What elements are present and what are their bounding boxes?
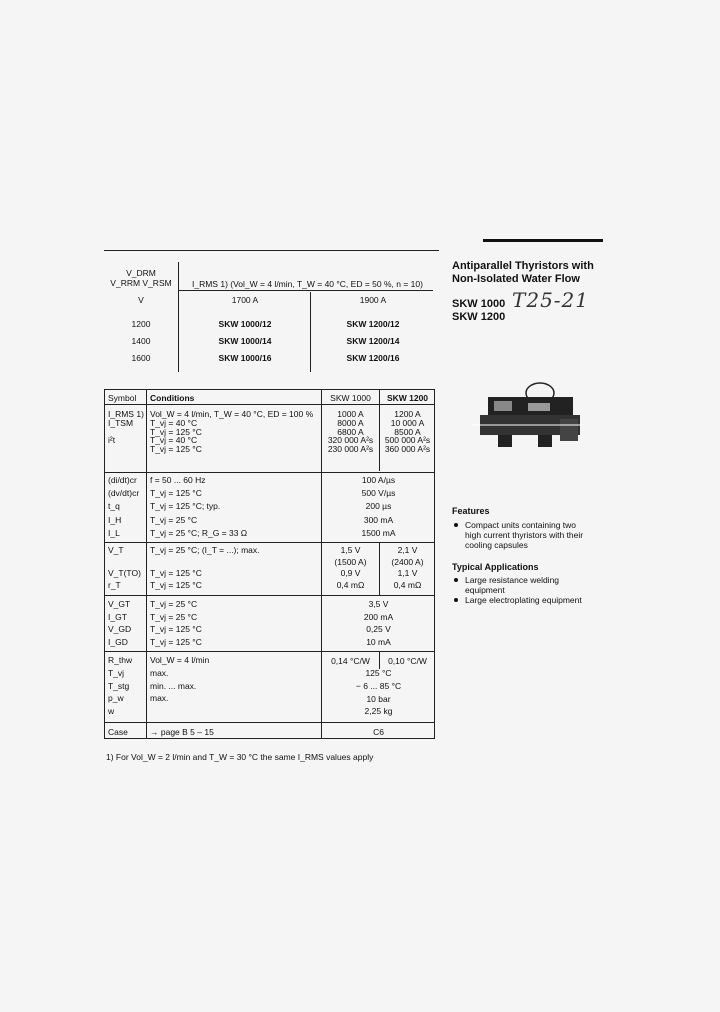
- handwritten-note: T25-21: [512, 288, 589, 312]
- header-irms: I_RMS 1) (Vol_W = 4 l/min, T_W = 40 °C, ED = 50 %, n = 10): [192, 279, 423, 289]
- app-line-1: Large resistance welding: [465, 575, 560, 585]
- feature-line-3: cooling capsules: [465, 540, 528, 550]
- header-vdrm: V_DRM: [126, 268, 156, 278]
- g4-conditions: T_vj = 25 °C T_vj = 25 °C T_vj = 125 °C T_vj = 125 °C: [150, 599, 202, 647]
- g5-values: 125 °C − 6 ... 85 °C 10 bar 2,25 kg: [355, 668, 402, 717]
- g2-symbols: (di/dt)cr (dv/dt)cr t_q I_H I_L: [108, 475, 140, 538]
- spec-rule-1: [104, 472, 435, 473]
- g1-col-a: 1000 A 8000 A 6800 A 320 000 A²s 230 000 A²s: [327, 409, 374, 455]
- g3-conditions: T_vj = 25 °C; (I_T = ...); max. T_vj = 125 °C T_vj = 125 °C: [150, 545, 260, 590]
- header-rule: [178, 290, 433, 291]
- g5-rthw-a: 0,14 °C/W: [331, 656, 370, 666]
- header-types-a: SKW 1000/12 SKW 1000/14 SKW 1000/16: [218, 319, 272, 363]
- head-col-b: SKW 1200: [386, 393, 429, 403]
- product-photo: [468, 375, 588, 455]
- model-2: SKW 1200: [452, 311, 506, 323]
- g1-col-b: 1200 A 10 000 A 8500 A 500 000 A²s 360 000 A²s: [384, 409, 431, 455]
- spec-rule-2: [104, 542, 435, 543]
- app-line-2: equipment: [465, 585, 505, 595]
- features-title: Features: [452, 506, 490, 516]
- header-val-a: 1700 A: [231, 295, 259, 305]
- app-bullet-2: [454, 598, 458, 602]
- case-condition: → page B 5 – 15: [150, 727, 214, 737]
- header-types-b: SKW 1200/12 SKW 1200/14 SKW 1200/16: [346, 319, 400, 363]
- g3-symbols: V_T V_T(TO) r_T: [108, 545, 141, 590]
- header-bar: [483, 239, 603, 242]
- feature-line-1: Compact units containing two: [465, 520, 577, 530]
- g3-col-b: 2,1 V (2400 A) 1,1 V 0,4 mΩ: [391, 545, 424, 590]
- spec-rule-head: [104, 404, 435, 405]
- header-unit: V: [138, 295, 144, 305]
- footnote: 1) For Vol_W = 2 l/min and T_W = 30 °C the same I_RMS values apply: [106, 752, 374, 762]
- head-conditions: Conditions: [150, 393, 195, 403]
- product-title-2: Non-Isolated Water Flow: [452, 273, 580, 285]
- case-value: C6: [373, 727, 384, 737]
- feature-line-2: high current thyristors with their: [465, 530, 584, 540]
- head-symbol: Symbol: [108, 393, 137, 403]
- spec-rule-3: [104, 595, 435, 596]
- app-bullet-1: [454, 578, 458, 582]
- header-vrrm: V_RRM V_RSM: [110, 278, 172, 288]
- g2-values: 100 A/µs 500 V/µs 200 µs 300 mA 1500 mA: [361, 475, 396, 538]
- g2-conditions: f = 50 ... 60 Hz T_vj = 125 °C T_vj = 125 °C; typ. T_vj = 25 °C T_vj = 25 °C; R_G = 33 Ω: [150, 475, 248, 538]
- g4-symbols: V_GT I_GT V_GD I_GD: [108, 599, 132, 647]
- g5-rthw-b: 0,10 °C/W: [388, 656, 427, 666]
- spec-col-line-1: [146, 389, 147, 739]
- g5-symbols: R_thw T_vj T_stg p_w w: [108, 655, 133, 717]
- g5-conditions: Vol_W = 4 l/min max. min. ... max. max.: [150, 655, 210, 704]
- features-bullet: [454, 523, 458, 527]
- spec-rule-5: [104, 722, 435, 723]
- header-divider-2: [310, 292, 311, 372]
- top-rule: [104, 250, 439, 251]
- g4-values: 3,5 V 200 mA 0,25 V 10 mA: [363, 599, 394, 647]
- applications-title: Typical Applications: [452, 562, 539, 572]
- header-voltages: 1200 1400 1600: [131, 319, 151, 363]
- g1-conditions: Vol_W = 4 l/min, T_W = 40 °C, ED = 100 % T_vj = 40 °C T_vj = 125 °C T_vj = 40 °C T_vj = 125 °C: [150, 409, 314, 455]
- g1-symbols: I_RMS 1) I_TSM i²t: [108, 409, 144, 446]
- g3-col-a: 1,5 V (1500 A) 0,9 V 0,4 mΩ: [334, 545, 367, 590]
- app-line-3: Large electroplating equipment: [465, 595, 582, 605]
- case-symbol: Case: [108, 727, 128, 737]
- model-1: SKW 1000: [452, 298, 506, 310]
- product-title-1: Antiparallel Thyristors with: [452, 260, 594, 272]
- spec-rule-4: [104, 651, 435, 652]
- header-divider: [178, 262, 179, 372]
- header-val-b: 1900 A: [359, 295, 387, 305]
- head-col-a: SKW 1000: [330, 393, 371, 403]
